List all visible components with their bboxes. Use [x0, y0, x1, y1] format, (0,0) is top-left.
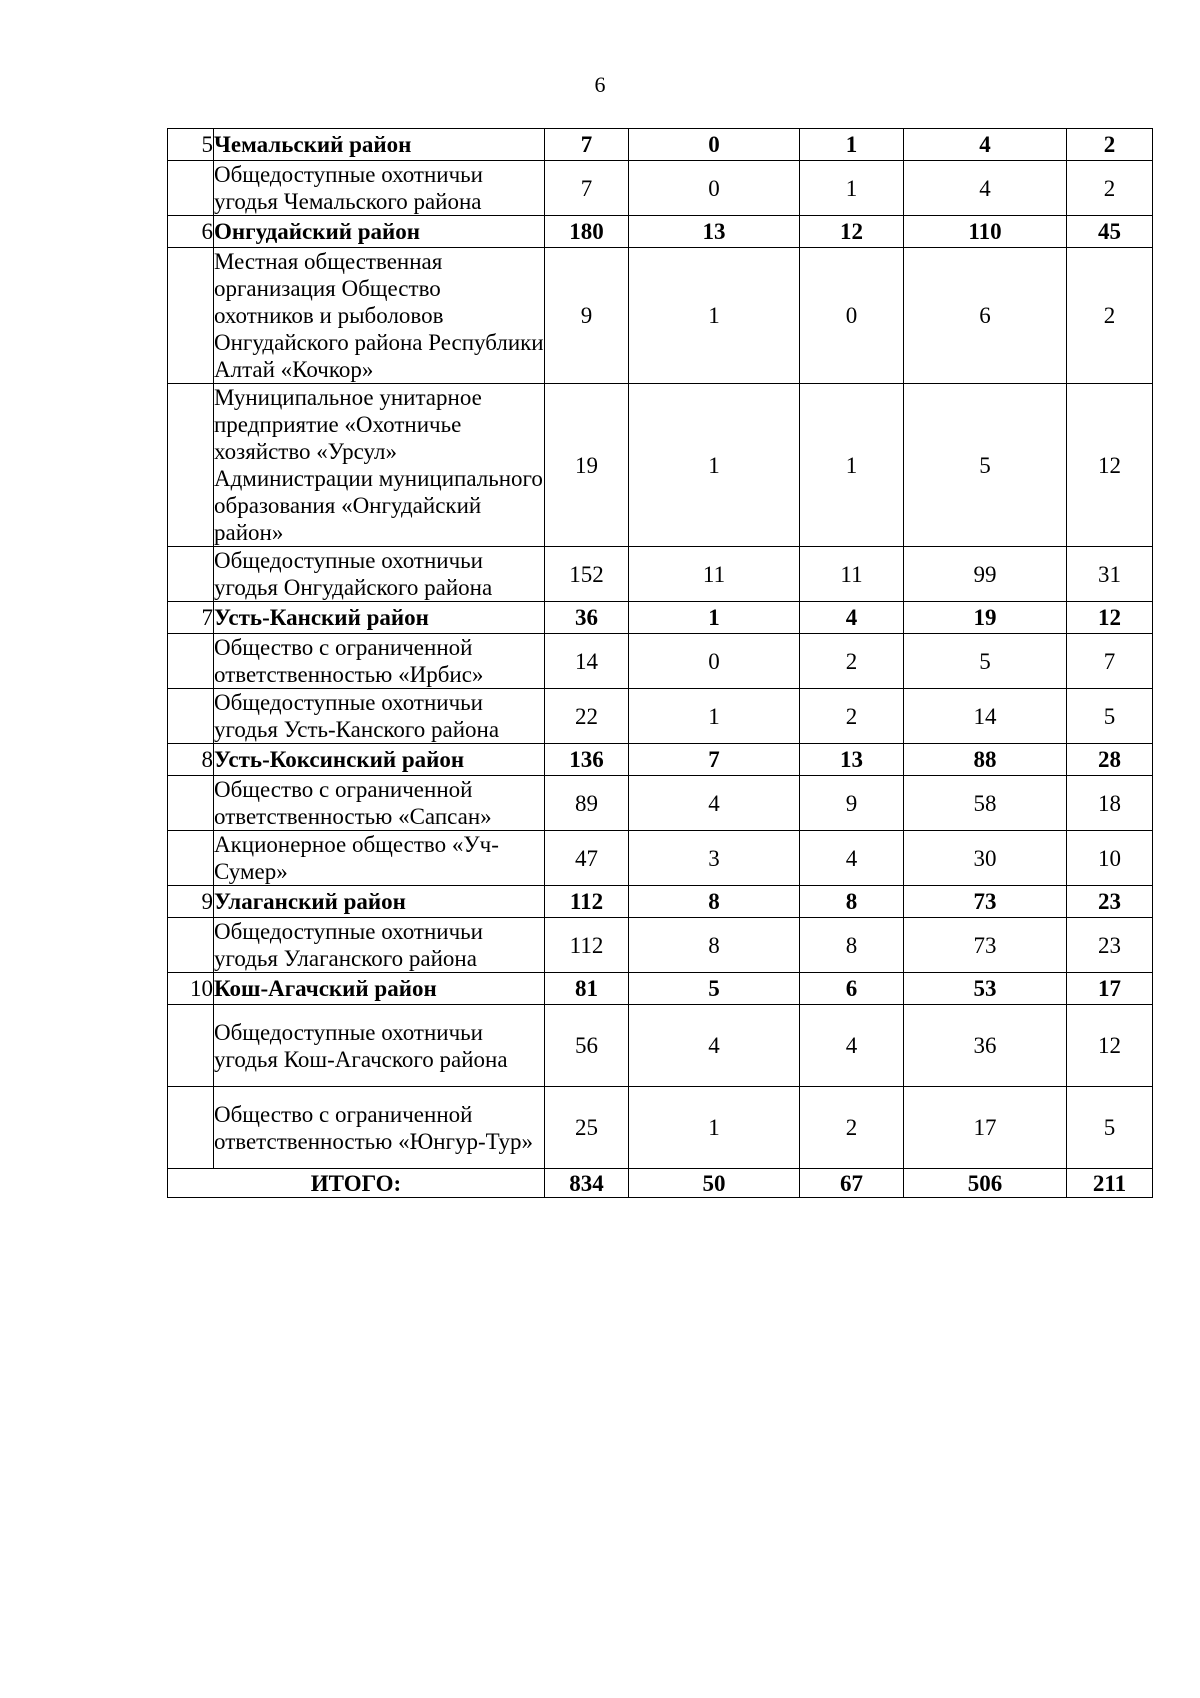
value-cell: 112: [545, 918, 629, 973]
row-number-cell: [168, 689, 214, 744]
value-cell: 5: [1067, 1087, 1153, 1169]
value-cell: 4: [629, 776, 800, 831]
value-cell: 30: [904, 831, 1067, 886]
value-cell: 53: [904, 973, 1067, 1005]
value-cell: 47: [545, 831, 629, 886]
value-cell: 19: [545, 384, 629, 547]
value-cell: 12: [1067, 1005, 1153, 1087]
row-number-cell: [168, 918, 214, 973]
row-number-cell: 6: [168, 216, 214, 248]
value-cell: 4: [904, 161, 1067, 216]
value-cell: 89: [545, 776, 629, 831]
table-row: [168, 776, 1153, 831]
organization-name-cell: Общедоступные охотничьи угодья Усть-Канского района: [214, 689, 545, 744]
row-number-cell: [168, 547, 214, 602]
organization-name-cell: Общество с ограниченной ответственностью «Ирбис»: [214, 634, 545, 689]
table-row: [168, 1005, 1153, 1087]
value-cell: 8: [629, 918, 800, 973]
value-cell: 1: [629, 248, 800, 384]
organization-name-cell: Общедоступные охотничьи угодья Чемальского района: [214, 161, 545, 216]
row-number-cell: 7: [168, 602, 214, 634]
value-cell: 7: [545, 129, 629, 161]
table-row: [168, 248, 1153, 384]
table-body: [168, 129, 1153, 1198]
value-cell: 0: [629, 634, 800, 689]
row-number-cell: 5: [168, 129, 214, 161]
row-number-cell: 8: [168, 744, 214, 776]
district-name-cell: Чемальский район: [214, 129, 545, 161]
table-row: [168, 689, 1153, 744]
row-number-cell: [168, 1005, 214, 1087]
table-row: [168, 547, 1153, 602]
value-cell: 1: [800, 384, 904, 547]
value-cell: 7: [629, 744, 800, 776]
table-row: [168, 161, 1153, 216]
value-cell: 88: [904, 744, 1067, 776]
district-name-cell: Усть-Коксинский район: [214, 744, 545, 776]
value-cell: 19: [904, 602, 1067, 634]
value-cell: 22: [545, 689, 629, 744]
value-cell: 13: [800, 744, 904, 776]
value-cell: 4: [800, 831, 904, 886]
value-cell: 1: [629, 384, 800, 547]
value-cell: 25: [545, 1087, 629, 1169]
total-value-cell: 834: [545, 1169, 629, 1198]
value-cell: 17: [1067, 973, 1153, 1005]
page-number: 6: [594, 72, 606, 97]
value-cell: 5: [1067, 689, 1153, 744]
row-number-cell: [168, 384, 214, 547]
value-cell: 36: [904, 1005, 1067, 1087]
value-cell: 2: [1067, 161, 1153, 216]
value-cell: 2: [800, 1087, 904, 1169]
value-cell: 4: [800, 1005, 904, 1087]
table-row: [168, 634, 1153, 689]
district-name-cell: Кош-Агачский район: [214, 973, 545, 1005]
value-cell: 28: [1067, 744, 1153, 776]
total-value-cell: 67: [800, 1169, 904, 1198]
value-cell: 10: [1067, 831, 1153, 886]
value-cell: 1: [629, 689, 800, 744]
row-number-cell: [168, 776, 214, 831]
value-cell: 180: [545, 216, 629, 248]
value-cell: 73: [904, 886, 1067, 918]
district-row: [168, 602, 1153, 634]
value-cell: 6: [800, 973, 904, 1005]
value-cell: 1: [629, 1087, 800, 1169]
organization-name-cell: Общество с ограниченной ответственностью «Сапсан»: [214, 776, 545, 831]
value-cell: 152: [545, 547, 629, 602]
value-cell: 8: [800, 918, 904, 973]
value-cell: 7: [545, 161, 629, 216]
district-name-cell: Онгудайский район: [214, 216, 545, 248]
value-cell: 5: [629, 973, 800, 1005]
value-cell: 5: [904, 634, 1067, 689]
value-cell: 9: [800, 776, 904, 831]
district-row: [168, 973, 1153, 1005]
table-row: [168, 384, 1153, 547]
value-cell: 23: [1067, 886, 1153, 918]
value-cell: 31: [1067, 547, 1153, 602]
value-cell: 11: [800, 547, 904, 602]
value-cell: 81: [545, 973, 629, 1005]
value-cell: 11: [629, 547, 800, 602]
organization-name-cell: Акционерное общество «Уч-Сумер»: [214, 831, 545, 886]
value-cell: 2: [1067, 129, 1153, 161]
value-cell: 12: [1067, 384, 1153, 547]
organization-name-cell: Общедоступные охотничьи угодья Кош-Агачского района: [214, 1005, 545, 1087]
value-cell: 14: [545, 634, 629, 689]
value-cell: 36: [545, 602, 629, 634]
district-name-cell: Улаганский район: [214, 886, 545, 918]
value-cell: 2: [800, 689, 904, 744]
value-cell: 1: [800, 129, 904, 161]
row-number-cell: [168, 1087, 214, 1169]
value-cell: 112: [545, 886, 629, 918]
value-cell: 7: [1067, 634, 1153, 689]
organization-name-cell: Общедоступные охотничьи угодья Улаганского района: [214, 918, 545, 973]
value-cell: 0: [800, 248, 904, 384]
value-cell: 1: [629, 602, 800, 634]
value-cell: 23: [1067, 918, 1153, 973]
value-cell: 1: [800, 161, 904, 216]
value-cell: 136: [545, 744, 629, 776]
total-value-cell: 211: [1067, 1169, 1153, 1198]
table-row: [168, 831, 1153, 886]
value-cell: 9: [545, 248, 629, 384]
value-cell: 3: [629, 831, 800, 886]
organization-name-cell: Общество с ограниченной ответственностью «Юнгур-Тур»: [214, 1087, 545, 1169]
district-row: [168, 744, 1153, 776]
value-cell: 2: [1067, 248, 1153, 384]
value-cell: 73: [904, 918, 1067, 973]
value-cell: 0: [629, 161, 800, 216]
value-cell: 8: [629, 886, 800, 918]
value-cell: 56: [545, 1005, 629, 1087]
row-number-cell: [168, 831, 214, 886]
value-cell: 99: [904, 547, 1067, 602]
value-cell: 45: [1067, 216, 1153, 248]
row-number-cell: 9: [168, 886, 214, 918]
total-value-cell: 50: [629, 1169, 800, 1198]
value-cell: 4: [800, 602, 904, 634]
hunting-quota-table: [167, 128, 1153, 1198]
organization-name-cell: Муниципальное унитарное предприятие «Охотничье хозяйство «Урсул» Администрации муниципального образования «Онгудайский район»: [214, 385, 543, 545]
value-cell: 12: [1067, 602, 1153, 634]
district-row: [168, 129, 1153, 161]
value-cell: 14: [904, 689, 1067, 744]
district-row: [168, 216, 1153, 248]
value-cell: 110: [904, 216, 1067, 248]
value-cell: 6: [904, 248, 1067, 384]
table-row: [168, 1087, 1153, 1169]
district-row: [168, 886, 1153, 918]
value-cell: 18: [1067, 776, 1153, 831]
value-cell: 12: [800, 216, 904, 248]
total-value-cell: 506: [904, 1169, 1067, 1198]
total-row: [168, 1169, 1153, 1198]
row-number-cell: [168, 634, 214, 689]
row-number-cell: [168, 161, 214, 216]
total-label: ИТОГО:: [168, 1169, 545, 1198]
value-cell: 4: [904, 129, 1067, 161]
value-cell: 13: [629, 216, 800, 248]
value-cell: 5: [904, 384, 1067, 547]
value-cell: 8: [800, 886, 904, 918]
organization-name-cell: Общедоступные охотничьи угодья Онгудайского района: [214, 547, 545, 602]
value-cell: 0: [629, 129, 800, 161]
value-cell: 2: [800, 634, 904, 689]
row-number-cell: [168, 248, 214, 384]
row-number-cell: 10: [168, 973, 214, 1005]
table-row: [168, 918, 1153, 973]
district-name-cell: Усть-Канский район: [214, 602, 545, 634]
organization-name-cell: Местная общественная организация Общество охотников и рыболовов Онгудайского района Республики Алтай «Кочкор»: [214, 249, 544, 382]
value-cell: 17: [904, 1087, 1067, 1169]
value-cell: 4: [629, 1005, 800, 1087]
value-cell: 58: [904, 776, 1067, 831]
